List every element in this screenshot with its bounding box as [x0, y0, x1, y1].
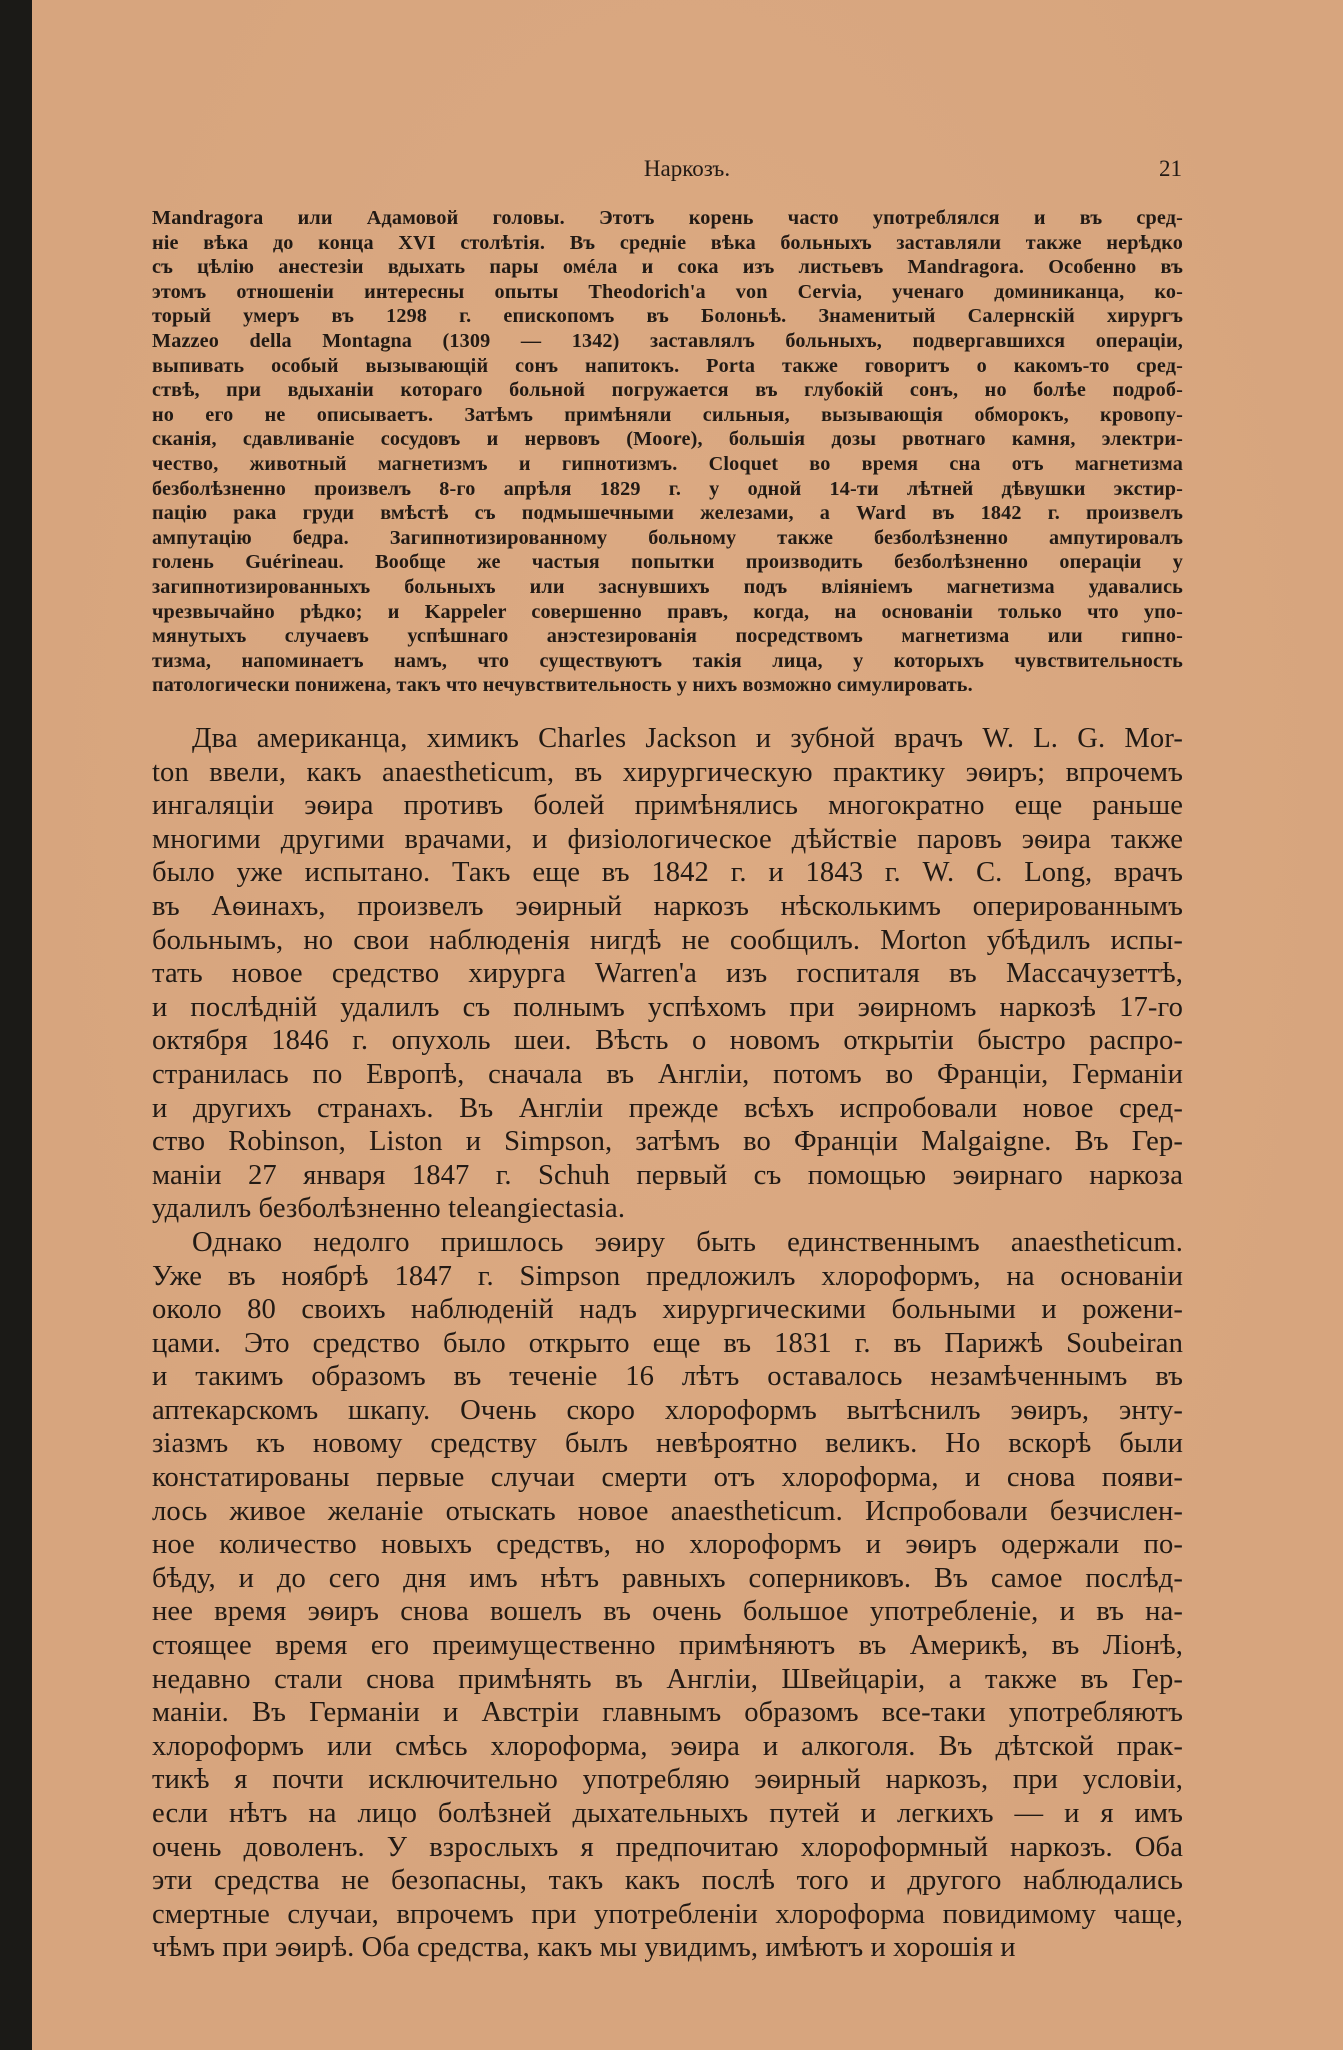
text-line: Уже въ ноябрѣ 1847 г. Simpson предложилъ хлороформъ, на основаніи [152, 1260, 1183, 1292]
text-line: недавно стали снова примѣнять въ Англіи, Швейцаріи, а также въ Гер- [152, 1663, 1183, 1695]
text-line: констатированы первые случаи смерти отъ хлороформа, и снова появи- [152, 1462, 1183, 1494]
text-line: сканія, сдавливаніе сосудовъ и нервовъ (Moore), большія дозы рвотнаго камня, электри- [152, 428, 1183, 451]
text-line: патологически понижена, такъ что нечувствительность у нихъ возможно симулировать. [152, 674, 973, 697]
text-line: въ Аѳинахъ, произвелъ эѳирный наркозъ нѣсколькимъ оперированнымъ [152, 890, 1183, 922]
paragraph-chloroform-history [152, 1226, 1183, 1965]
text-line: загипнотизированныхъ больныхъ или заснувшихъ подъ вліяніемъ магнетизма удавались [152, 575, 1183, 598]
text-line: ингаляціи эѳира противъ болей примѣнялись многократно еще раньше [152, 790, 1183, 822]
text-line: Mazzeo della Montagna (1309 — 1342) заставлялъ больныхъ, подвергавшихся операціи, [152, 329, 1183, 352]
text-line: чѣмъ при эѳирѣ. Оба средства, какъ мы увидимъ, имѣютъ и хорошія и [152, 1932, 1016, 1964]
text-line: голень Guérineau. Вообще же частыя попытки производить безболѣзненно операціи у [152, 551, 1183, 574]
text-line: пацію рака груди вмѣстѣ съ подмышечными железами, а Ward въ 1842 г. произвелъ [152, 502, 1183, 525]
book-page [32, 0, 1343, 2050]
paragraph-ether-history [152, 722, 1183, 1226]
text-line: мянутыхъ случаевъ успѣшнаго анэстезированія посредствомъ магнетизма или гипно- [152, 625, 1183, 648]
text-line: чрезвычайно рѣдко; и Kappeler совершенно правъ, когда, на основаніи только что упо- [152, 600, 1183, 623]
footnote-block [152, 206, 1183, 698]
text-line: тать новое средство хирурга Warren'а изъ госпиталя въ Массачузеттѣ, [152, 958, 1183, 990]
text-line: ство Robinson, Liston и Simpson, затѣмъ во Франціи Malgaigne. Въ Гер- [152, 1126, 1183, 1158]
text-line: больнымъ, но свои наблюденія нигдѣ не сообщилъ. Morton убѣдилъ испы- [152, 924, 1183, 956]
text-line: Mandragora или Адамовой головы. Этотъ корень часто употреблялся и въ сред- [152, 207, 1183, 229]
text-line: ствѣ, при вдыханіи котораго больной погружается въ глубокій сонъ, но болѣе подроб- [152, 379, 1183, 402]
text-line: ton ввели, какъ anaestheticum, въ хирургическую практику эѳиръ; впрочемъ [152, 756, 1183, 788]
text-line: выпивать особый вызывающій сонъ напитокъ. Porta также говоритъ о какомъ-то сред- [152, 354, 1183, 377]
text-line: зіазмъ къ новому средству былъ невѣроятно великъ. Но вскорѣ были [152, 1428, 1183, 1460]
text-line: ампутацію бедра. Загипнотизированному больному также безболѣзненно ампутировалъ [152, 526, 1183, 549]
text-line: удалилъ безболѣзненно teleangiectasia. [152, 1193, 626, 1225]
text-line: странилась по Европѣ, сначала въ Англіи, потомъ во Франціи, Германіи [152, 1058, 1183, 1090]
text-line: цами. Это средство было открыто еще въ 1831 г. въ Парижѣ Soubeiran [152, 1327, 1183, 1359]
text-line: торый умеръ въ 1298 г. епископомъ въ Болоньѣ. Знаменитый Салернскій хирургъ [152, 305, 1183, 328]
text-line: маніи. Въ Германіи и Австріи главнымъ образомъ все-таки употребляютъ [152, 1697, 1183, 1729]
text-line: около 80 своихъ наблюденій надъ хирургическими больными и рожени- [152, 1294, 1183, 1326]
text-line: но его не описываетъ. Затѣмъ примѣняли сильныя, вызывающія обморокъ, кровопу- [152, 403, 1183, 426]
text-line: бѣду, и до сего дня имъ нѣтъ равныхъ соперниковъ. Въ самое послѣд- [152, 1562, 1183, 1594]
text-line: маніи 27 января 1847 г. Schuh первый съ помощью эѳирнаго наркоза [152, 1159, 1183, 1191]
text-line: ніе вѣка до конца XVI столѣтія. Въ средніе вѣка больныхъ заставляли также нерѣдко [152, 231, 1183, 254]
running-title: Наркозъ. [643, 156, 731, 181]
text-line: лось живое желаніе отыскать новое anaestheticum. Испробовали безчислен- [152, 1495, 1183, 1527]
text-line: Два американца, химикъ Charles Jackson и зубной врачъ W. L. G. Mor- [192, 723, 1183, 754]
text-line: очень доволенъ. У взрослыхъ я предпочитаю хлороформный наркозъ. Оба [152, 1831, 1183, 1863]
text-line: тизма, напоминаетъ намъ, что существуютъ такія лица, у которыхъ чувствительность [152, 649, 1183, 672]
text-line: хлороформъ или смѣсь хлороформа, эѳира и алкоголя. Въ дѣтской прак- [152, 1730, 1183, 1762]
text-line: стоящее время его преимущественно примѣняютъ въ Америкѣ, въ Ліонѣ, [152, 1630, 1183, 1662]
text-line: тикѣ я почти исключительно употребляю эѳирный наркозъ, при условіи, [152, 1764, 1183, 1796]
text-line: октября 1846 г. опухоль шеи. Вѣсть о новомъ открытіи быстро распро- [152, 1025, 1183, 1057]
text-line: и другихъ странахъ. Въ Англіи прежде всѣхъ испробовали новое сред- [152, 1092, 1183, 1124]
text-line: чество, животный магнетизмъ и гипнотизмъ. Cloquet во время сна отъ магнетизма [152, 452, 1183, 475]
text-line: если нѣтъ на лицо болѣзней дыхательныхъ путей и легкихъ — и я имъ [152, 1798, 1183, 1829]
text-line: аптекарскомъ шкапу. Очень скоро хлороформъ вытѣснилъ эѳиръ, энту- [152, 1394, 1183, 1426]
text-line: безболѣзненно произвелъ 8-го апрѣля 1829 г. у одной 14-ти лѣтней дѣвушки экстир- [152, 477, 1183, 500]
text-line: ное количество новыхъ средствъ, но хлороформъ и эѳиръ одержали по- [152, 1529, 1183, 1561]
text-line: эти средства не безопасны, такъ какъ послѣ того и другого наблюдались [152, 1865, 1183, 1897]
page-number: 21 [1159, 156, 1182, 181]
text-line: съ цѣлію анестезіи вдыхать пары омéла и сока изъ листьевъ Mandragora. Особенно въ [152, 256, 1183, 279]
main-text [152, 722, 1183, 1965]
text-line: и такимъ образомъ въ теченіе 16 лѣтъ оставалось незамѣченнымъ въ [152, 1361, 1183, 1393]
text-line: и послѣдній удалилъ съ полнымъ успѣхомъ при эѳирномъ наркозѣ 17-го [152, 991, 1183, 1023]
text-line: было уже испытано. Такъ еще въ 1842 г. и 1843 г. W. C. Long, врачъ [152, 857, 1183, 889]
text-line: нее время эѳиръ снова вошелъ въ очень большое употребленіе, и въ на- [152, 1596, 1183, 1628]
text-line: смертные случаи, впрочемъ при употребленіи хлороформа повидимому чаще, [152, 1898, 1183, 1930]
text-line: этомъ отношеніи интересны опыты Theodorich'а von Cervia, ученаго доминиканца, ко- [152, 280, 1183, 303]
text-line: Однако недолго пришлось эѳиру быть единственнымъ anaestheticum. [192, 1226, 1183, 1258]
text-line: многими другими врачами, и физіологическое дѣйствіе паровъ эѳира также [152, 823, 1183, 855]
